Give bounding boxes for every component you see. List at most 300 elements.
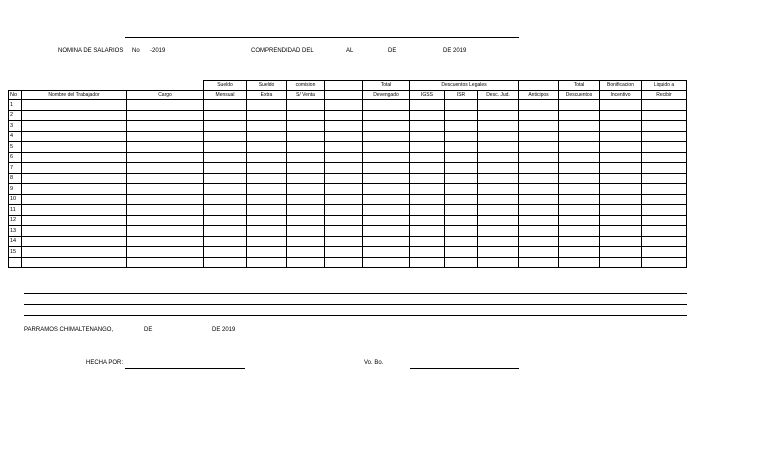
table-cell[interactable] <box>363 121 410 132</box>
table-cell[interactable] <box>363 184 410 195</box>
table-cell[interactable] <box>600 100 642 111</box>
table-cell[interactable] <box>204 247 247 258</box>
table-cell[interactable] <box>22 205 127 216</box>
table-cell[interactable] <box>445 163 478 174</box>
table-cell[interactable] <box>325 194 363 205</box>
table-cell[interactable] <box>559 163 600 174</box>
period-de-year: DE 2019 <box>443 48 467 54</box>
table-cell[interactable] <box>287 173 325 184</box>
header2-recibir: Recibir <box>642 90 687 100</box>
table-cell[interactable] <box>478 205 519 216</box>
table-cell[interactable] <box>410 184 445 195</box>
table-cell[interactable] <box>410 152 445 163</box>
table-cell[interactable] <box>410 247 445 258</box>
vobo-signature-line[interactable] <box>410 368 519 369</box>
table-cell[interactable] <box>287 184 325 195</box>
table-cell[interactable] <box>247 257 287 268</box>
header2-no: No <box>9 90 22 100</box>
table-cell[interactable] <box>325 184 363 195</box>
row-number: 15 <box>9 247 22 258</box>
table-cell[interactable] <box>325 110 363 121</box>
period-de-label: DE <box>388 48 397 54</box>
table-cell[interactable] <box>127 236 204 247</box>
row-number: 2 <box>9 110 22 121</box>
table-cell[interactable] <box>410 226 445 237</box>
table-cell[interactable] <box>445 215 478 226</box>
table-cell[interactable] <box>204 257 247 268</box>
table-cell[interactable] <box>127 163 204 174</box>
table-cell[interactable] <box>287 142 325 153</box>
table-cell[interactable] <box>519 257 559 268</box>
table-row <box>9 131 687 142</box>
table-cell[interactable] <box>22 163 127 174</box>
table-cell[interactable] <box>642 236 687 247</box>
table-cell[interactable] <box>325 142 363 153</box>
table-cell[interactable] <box>410 110 445 121</box>
header1-blank <box>325 81 363 91</box>
table-cell[interactable] <box>204 121 247 132</box>
row-number: 10 <box>9 194 22 205</box>
table-cell[interactable] <box>559 247 600 258</box>
table-cell[interactable] <box>325 163 363 174</box>
table-cell[interactable] <box>22 152 127 163</box>
table-row <box>9 257 687 268</box>
header2-igss: IGSS <box>410 90 445 100</box>
table-cell[interactable] <box>519 121 559 132</box>
table-cell[interactable] <box>559 152 600 163</box>
table-cell[interactable] <box>445 152 478 163</box>
table-cell[interactable] <box>445 121 478 132</box>
table-cell[interactable] <box>204 194 247 205</box>
table-cell[interactable] <box>642 100 687 111</box>
payroll-year: -2019 <box>150 48 166 54</box>
table-cell[interactable] <box>445 247 478 258</box>
header1-liquido: Liquido a <box>642 81 687 91</box>
table-cell[interactable] <box>363 142 410 153</box>
table-cell[interactable] <box>204 173 247 184</box>
table-cell[interactable] <box>127 100 204 111</box>
table-cell[interactable] <box>559 257 600 268</box>
table-cell[interactable] <box>127 247 204 258</box>
table-cell[interactable] <box>642 184 687 195</box>
table-cell[interactable] <box>478 226 519 237</box>
table-cell[interactable] <box>127 226 204 237</box>
table-cell[interactable] <box>325 131 363 142</box>
table-cell[interactable] <box>247 121 287 132</box>
table-cell[interactable] <box>519 247 559 258</box>
header2-extra: Extra <box>247 90 287 100</box>
table-cell[interactable] <box>559 194 600 205</box>
table-cell[interactable] <box>600 226 642 237</box>
header2-isr: ISR <box>445 90 478 100</box>
table-cell[interactable] <box>247 173 287 184</box>
table-cell[interactable] <box>247 226 287 237</box>
header1-no <box>9 81 22 91</box>
table-cell[interactable] <box>642 110 687 121</box>
table-cell[interactable] <box>600 247 642 258</box>
table-cell[interactable] <box>445 173 478 184</box>
table-cell[interactable] <box>22 247 127 258</box>
table-cell[interactable] <box>642 131 687 142</box>
header2-anticipos: Anticipos <box>519 90 559 100</box>
table-cell[interactable] <box>600 152 642 163</box>
table-cell[interactable] <box>325 121 363 132</box>
header1-cargo <box>127 81 204 91</box>
table-cell[interactable] <box>445 110 478 121</box>
table-row <box>9 247 687 258</box>
table-cell[interactable] <box>363 236 410 247</box>
table-cell[interactable] <box>478 215 519 226</box>
table-cell[interactable] <box>642 257 687 268</box>
table-cell[interactable] <box>478 121 519 132</box>
table-cell[interactable] <box>478 194 519 205</box>
row-number: 9 <box>9 184 22 195</box>
table-cell[interactable] <box>445 257 478 268</box>
table-cell[interactable] <box>559 173 600 184</box>
table-cell[interactable] <box>287 152 325 163</box>
table-cell[interactable] <box>247 100 287 111</box>
table-cell[interactable] <box>22 226 127 237</box>
table-cell[interactable] <box>247 247 287 258</box>
header1-comision: comision <box>287 81 325 91</box>
table-row <box>9 173 687 184</box>
table-cell[interactable] <box>22 142 127 153</box>
hecha-por-label: HECHA POR: <box>86 360 124 366</box>
table-cell[interactable] <box>600 236 642 247</box>
table-cell[interactable] <box>600 194 642 205</box>
table-cell[interactable] <box>363 194 410 205</box>
table-cell[interactable] <box>127 152 204 163</box>
table-row <box>9 152 687 163</box>
table-cell[interactable] <box>559 110 600 121</box>
table-cell[interactable] <box>363 215 410 226</box>
table-cell[interactable] <box>478 257 519 268</box>
table-cell[interactable] <box>22 257 127 268</box>
table-cell[interactable] <box>600 184 642 195</box>
table-row <box>9 184 687 195</box>
row-number: 14 <box>9 236 22 247</box>
table-cell[interactable] <box>519 163 559 174</box>
table-cell[interactable] <box>204 142 247 153</box>
table-cell[interactable] <box>559 226 600 237</box>
remarks-line-3 <box>24 315 687 316</box>
table-cell[interactable] <box>363 100 410 111</box>
table-row <box>9 110 687 121</box>
table-cell[interactable] <box>22 215 127 226</box>
table-cell[interactable] <box>445 184 478 195</box>
table-cell[interactable] <box>325 152 363 163</box>
table-cell[interactable] <box>410 173 445 184</box>
table-cell[interactable] <box>642 247 687 258</box>
table-cell[interactable] <box>478 247 519 258</box>
table-cell[interactable] <box>325 173 363 184</box>
table-cell[interactable] <box>127 121 204 132</box>
table-cell[interactable] <box>478 100 519 111</box>
header1-total-descuentos: Total <box>559 81 600 91</box>
table-cell[interactable] <box>642 205 687 216</box>
table-cell[interactable] <box>287 236 325 247</box>
table-cell[interactable] <box>127 131 204 142</box>
table-cell[interactable] <box>478 236 519 247</box>
table-cell[interactable] <box>325 226 363 237</box>
table-cell[interactable] <box>559 121 600 132</box>
row-number: 12 <box>9 215 22 226</box>
table-cell[interactable] <box>247 152 287 163</box>
table-cell[interactable] <box>204 236 247 247</box>
header2-descuentos: Descuentos <box>559 90 600 100</box>
table-cell[interactable] <box>410 236 445 247</box>
row-number: 6 <box>9 152 22 163</box>
table-cell[interactable] <box>325 236 363 247</box>
table-cell[interactable] <box>519 194 559 205</box>
row-number: 13 <box>9 226 22 237</box>
table-cell[interactable] <box>642 173 687 184</box>
table-cell[interactable] <box>600 131 642 142</box>
table-cell[interactable] <box>600 205 642 216</box>
table-cell[interactable] <box>478 152 519 163</box>
table-cell[interactable] <box>325 100 363 111</box>
table-row <box>9 142 687 153</box>
row-number: 7 <box>9 163 22 174</box>
table-cell[interactable] <box>363 257 410 268</box>
table-cell[interactable] <box>445 142 478 153</box>
table-cell[interactable] <box>127 184 204 195</box>
header2-desc-jud: Desc. Jud. <box>478 90 519 100</box>
table-cell[interactable] <box>519 236 559 247</box>
table-cell[interactable] <box>642 142 687 153</box>
table-cell[interactable] <box>204 215 247 226</box>
row-number: 11 <box>9 205 22 216</box>
table-cell[interactable] <box>519 226 559 237</box>
table-cell[interactable] <box>642 215 687 226</box>
table-cell[interactable] <box>127 110 204 121</box>
table-row <box>9 121 687 132</box>
table-cell[interactable] <box>559 184 600 195</box>
table-cell[interactable] <box>410 163 445 174</box>
table-cell[interactable] <box>287 205 325 216</box>
table-cell[interactable] <box>559 236 600 247</box>
table-cell[interactable] <box>287 121 325 132</box>
remarks-line-2 <box>24 304 687 305</box>
table-cell[interactable] <box>22 131 127 142</box>
table-cell[interactable] <box>559 205 600 216</box>
table-cell[interactable] <box>287 257 325 268</box>
table-cell[interactable] <box>22 184 127 195</box>
table-cell[interactable] <box>519 142 559 153</box>
row-number: 4 <box>9 131 22 142</box>
table-cell[interactable] <box>22 110 127 121</box>
table-cell[interactable] <box>519 215 559 226</box>
table-cell[interactable] <box>127 205 204 216</box>
table-cell[interactable] <box>287 110 325 121</box>
table-cell[interactable] <box>247 163 287 174</box>
table-cell[interactable] <box>600 121 642 132</box>
table-cell[interactable] <box>363 173 410 184</box>
period-al-label: AL <box>346 48 354 54</box>
header2-incentivo: Incentivo <box>600 90 642 100</box>
table-cell[interactable] <box>325 257 363 268</box>
table-cell[interactable] <box>247 215 287 226</box>
table-cell[interactable] <box>127 173 204 184</box>
table-cell[interactable] <box>363 131 410 142</box>
row-number <box>9 257 22 268</box>
table-cell[interactable] <box>519 110 559 121</box>
table-cell[interactable] <box>410 194 445 205</box>
table-cell[interactable] <box>519 205 559 216</box>
table-cell[interactable] <box>600 215 642 226</box>
payroll-title: NOMINA DE SALARIOS <box>58 48 124 54</box>
table-cell[interactable] <box>363 247 410 258</box>
table-row <box>9 236 687 247</box>
table-cell[interactable] <box>127 194 204 205</box>
table-cell[interactable] <box>559 100 600 111</box>
table-cell[interactable] <box>363 226 410 237</box>
header2-name: Nombre del Trabajador <box>22 90 127 100</box>
table-cell[interactable] <box>519 152 559 163</box>
table-cell[interactable] <box>519 184 559 195</box>
table-cell[interactable] <box>287 247 325 258</box>
table-cell[interactable] <box>363 205 410 216</box>
table-cell[interactable] <box>363 163 410 174</box>
header2-mensual: Mensual <box>204 90 247 100</box>
table-cell[interactable] <box>600 110 642 121</box>
table-cell[interactable] <box>22 121 127 132</box>
table-cell[interactable] <box>559 142 600 153</box>
table-cell[interactable] <box>519 131 559 142</box>
table-cell[interactable] <box>410 131 445 142</box>
header1-descuentos-legales: Descuentos Legales <box>410 81 519 91</box>
table-cell[interactable] <box>445 226 478 237</box>
header2-blank <box>325 90 363 100</box>
table-cell[interactable] <box>478 142 519 153</box>
table-cell[interactable] <box>410 142 445 153</box>
row-number: 5 <box>9 142 22 153</box>
table-cell[interactable] <box>247 236 287 247</box>
vobo-label: Vo. Bo. <box>364 360 384 366</box>
table-cell[interactable] <box>325 215 363 226</box>
footer-place: PARRAMOS CHIMALTENANGO, <box>24 327 114 333</box>
table-cell[interactable] <box>287 163 325 174</box>
table-row <box>9 226 687 237</box>
table-cell[interactable] <box>410 257 445 268</box>
header1-sueldo-mensual: Sueldo <box>204 81 247 91</box>
table-cell[interactable] <box>445 205 478 216</box>
table-cell[interactable] <box>247 205 287 216</box>
table-cell[interactable] <box>642 163 687 174</box>
table-row <box>9 100 687 111</box>
table-cell[interactable] <box>478 184 519 195</box>
table-cell[interactable] <box>642 121 687 132</box>
table-cell[interactable] <box>559 215 600 226</box>
table-cell[interactable] <box>204 100 247 111</box>
table-cell[interactable] <box>445 131 478 142</box>
payroll-no-label: No <box>132 48 140 54</box>
table-cell[interactable] <box>642 226 687 237</box>
table-cell[interactable] <box>247 142 287 153</box>
table-cell[interactable] <box>204 163 247 174</box>
table-cell[interactable] <box>325 205 363 216</box>
table-cell[interactable] <box>559 131 600 142</box>
table-cell[interactable] <box>445 194 478 205</box>
table-cell[interactable] <box>22 236 127 247</box>
table-cell[interactable] <box>600 142 642 153</box>
header2-venta: S/ Venta <box>287 90 325 100</box>
table-row <box>9 194 687 205</box>
table-cell[interactable] <box>410 100 445 111</box>
table-cell[interactable] <box>287 100 325 111</box>
table-cell[interactable] <box>247 184 287 195</box>
table-cell[interactable] <box>22 100 127 111</box>
table-cell[interactable] <box>600 257 642 268</box>
header1-bonificacion: Bonificacion <box>600 81 642 91</box>
table-cell[interactable] <box>478 110 519 121</box>
header1-anticipos <box>519 81 559 91</box>
table-cell[interactable] <box>325 247 363 258</box>
table-cell[interactable] <box>204 205 247 216</box>
table-cell[interactable] <box>204 131 247 142</box>
header1-name <box>22 81 127 91</box>
header-row-1 <box>9 81 687 91</box>
table-cell[interactable] <box>127 142 204 153</box>
period-label: COMPRENDIDAD DEL <box>251 48 314 54</box>
table-cell[interactable] <box>22 173 127 184</box>
table-cell[interactable] <box>287 226 325 237</box>
payroll-body <box>9 100 687 268</box>
table-cell[interactable] <box>445 100 478 111</box>
table-cell[interactable] <box>410 121 445 132</box>
table-cell[interactable] <box>204 110 247 121</box>
table-cell[interactable] <box>247 194 287 205</box>
table-cell[interactable] <box>127 215 204 226</box>
header1-total-devengado: Total <box>363 81 410 91</box>
table-row <box>9 163 687 174</box>
table-cell[interactable] <box>478 131 519 142</box>
table-cell[interactable] <box>363 152 410 163</box>
table-cell[interactable] <box>127 257 204 268</box>
table-cell[interactable] <box>287 215 325 226</box>
table-cell[interactable] <box>22 194 127 205</box>
payroll-table <box>8 80 687 268</box>
table-cell[interactable] <box>445 236 478 247</box>
table-cell[interactable] <box>287 194 325 205</box>
table-cell[interactable] <box>410 215 445 226</box>
header1-sueldo-extra: Sueldo <box>247 81 287 91</box>
table-cell[interactable] <box>204 152 247 163</box>
table-cell[interactable] <box>287 131 325 142</box>
table-cell[interactable] <box>204 226 247 237</box>
table-cell[interactable] <box>642 194 687 205</box>
table-cell[interactable] <box>247 110 287 121</box>
row-number: 3 <box>9 121 22 132</box>
table-cell[interactable] <box>363 110 410 121</box>
hecha-por-signature-line[interactable] <box>125 368 245 369</box>
top-rule <box>125 37 519 38</box>
table-cell[interactable] <box>519 100 559 111</box>
footer-de-year: DE 2019 <box>212 327 236 333</box>
table-cell[interactable] <box>600 173 642 184</box>
table-cell[interactable] <box>478 163 519 174</box>
table-cell[interactable] <box>410 205 445 216</box>
row-number: 8 <box>9 173 22 184</box>
table-cell[interactable] <box>519 173 559 184</box>
table-cell[interactable] <box>204 184 247 195</box>
footer-de-label: DE <box>144 327 153 333</box>
header-row-2 <box>9 90 687 100</box>
table-cell[interactable] <box>642 152 687 163</box>
table-cell[interactable] <box>600 163 642 174</box>
table-cell[interactable] <box>247 131 287 142</box>
table-cell[interactable] <box>478 173 519 184</box>
